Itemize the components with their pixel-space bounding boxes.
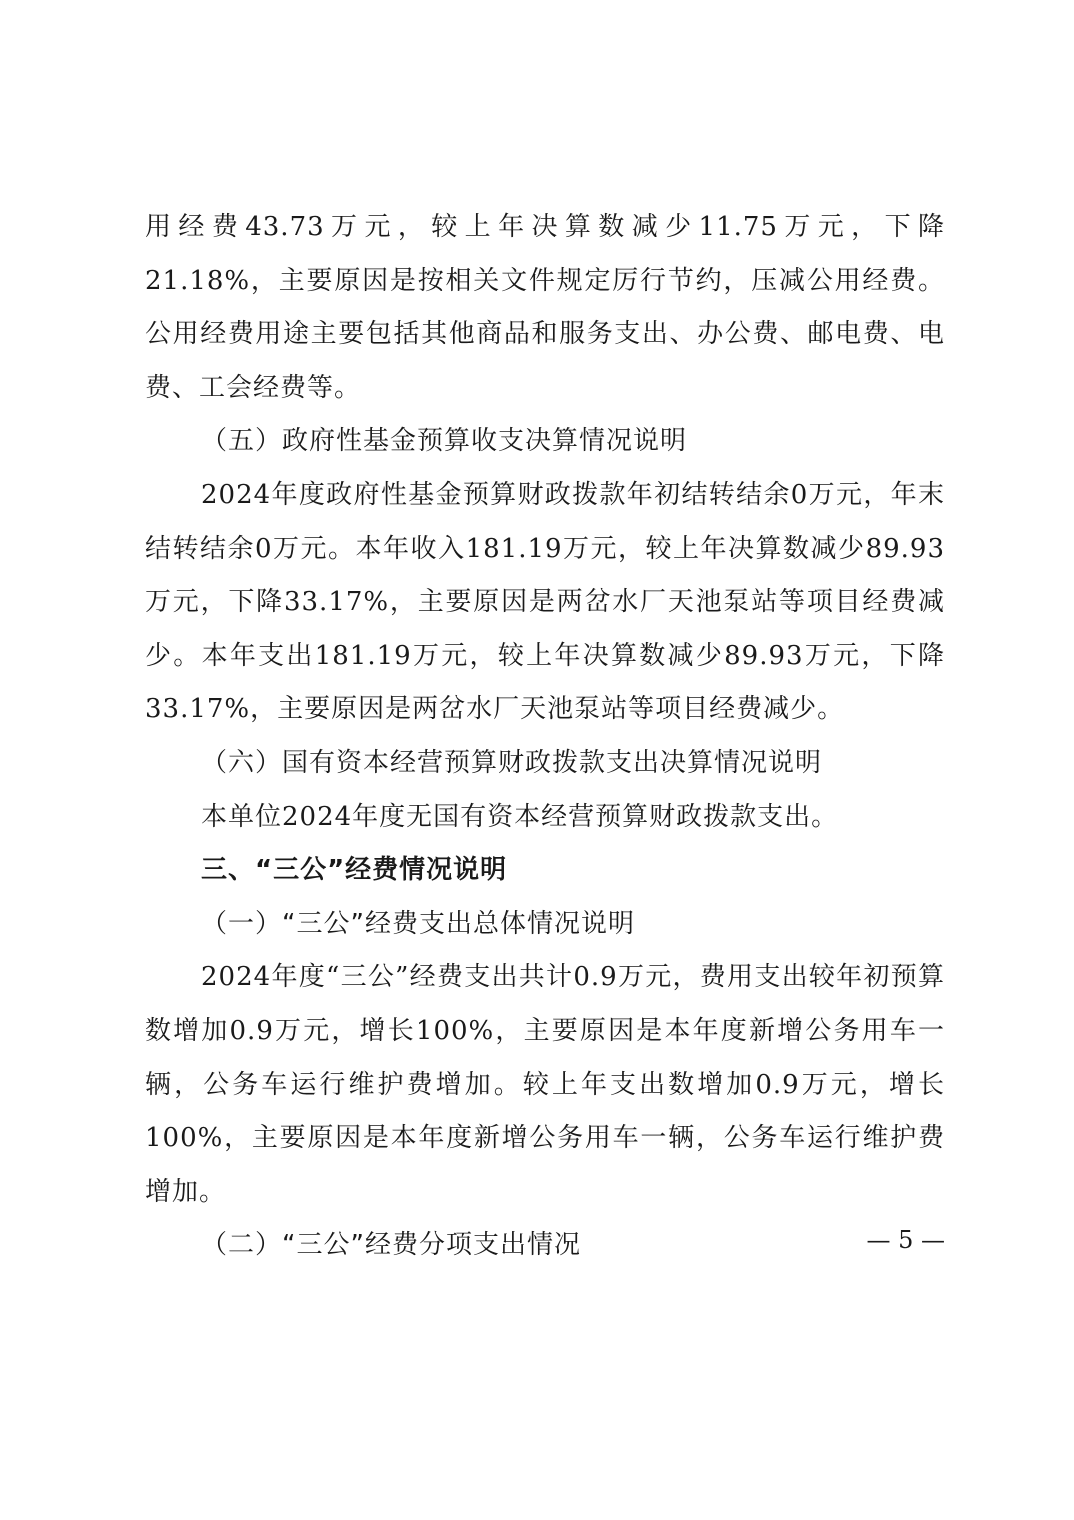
document-body [145, 201, 945, 1273]
paragraph-three-public-overall: 2024年度“三公”经费支出共计0.9万元，费用支出较年初预算数增加0.9万元，增长100%，主要原因是本年度新增公务用车一辆，公务车运行维护费增加。较上年支出数增加0.9万元，增长100%，主要原因是本年度新增公务用车一辆，公务车运行维护费增加。 [145, 962, 945, 1207]
subheading-government-fund: （五）政府性基金预算收支决算情况说明 [201, 426, 688, 457]
page-number: — 5 — [866, 1226, 945, 1254]
paragraph-state-capital: 本单位2024年度无国有资本经营预算财政拨款支出。 [201, 801, 839, 832]
paragraph-government-fund: 2024年度政府性基金预算财政拨款年初结转结余0万元，年末结转结余0万元。本年收入181.19万元，较上年决算数减少89.93万元，下降33.17%，主要原因是两岔水厂天池泵站等项目经费减少。本年支出181.19万元，较上年决算数减少89.93万元，下降33.17%，主要原因是两岔水厂天池泵站等项目经费减少。 [145, 479, 945, 725]
subheading-three-public-overall: （一）“三公”经费支出总体情况说明 [201, 908, 635, 939]
subheading-three-public-itemized: （二）“三公”经费分项支出情况 [201, 1230, 581, 1261]
subheading-state-capital: （六）国有资本经营预算财政拨款支出决算情况说明 [201, 747, 823, 778]
section-heading-three-public: 三、“三公”经费情况说明 [201, 855, 508, 886]
paragraph-public-funds: 用经费43.73万元，较上年决算数减少11.75万元，下降21.18%，主要原因是按相关文件规定厉行节约，压减公用经费。公用经费用途主要包括其他商品和服务支出、办公费、邮电费、电费、工会经费等。 [145, 212, 945, 403]
